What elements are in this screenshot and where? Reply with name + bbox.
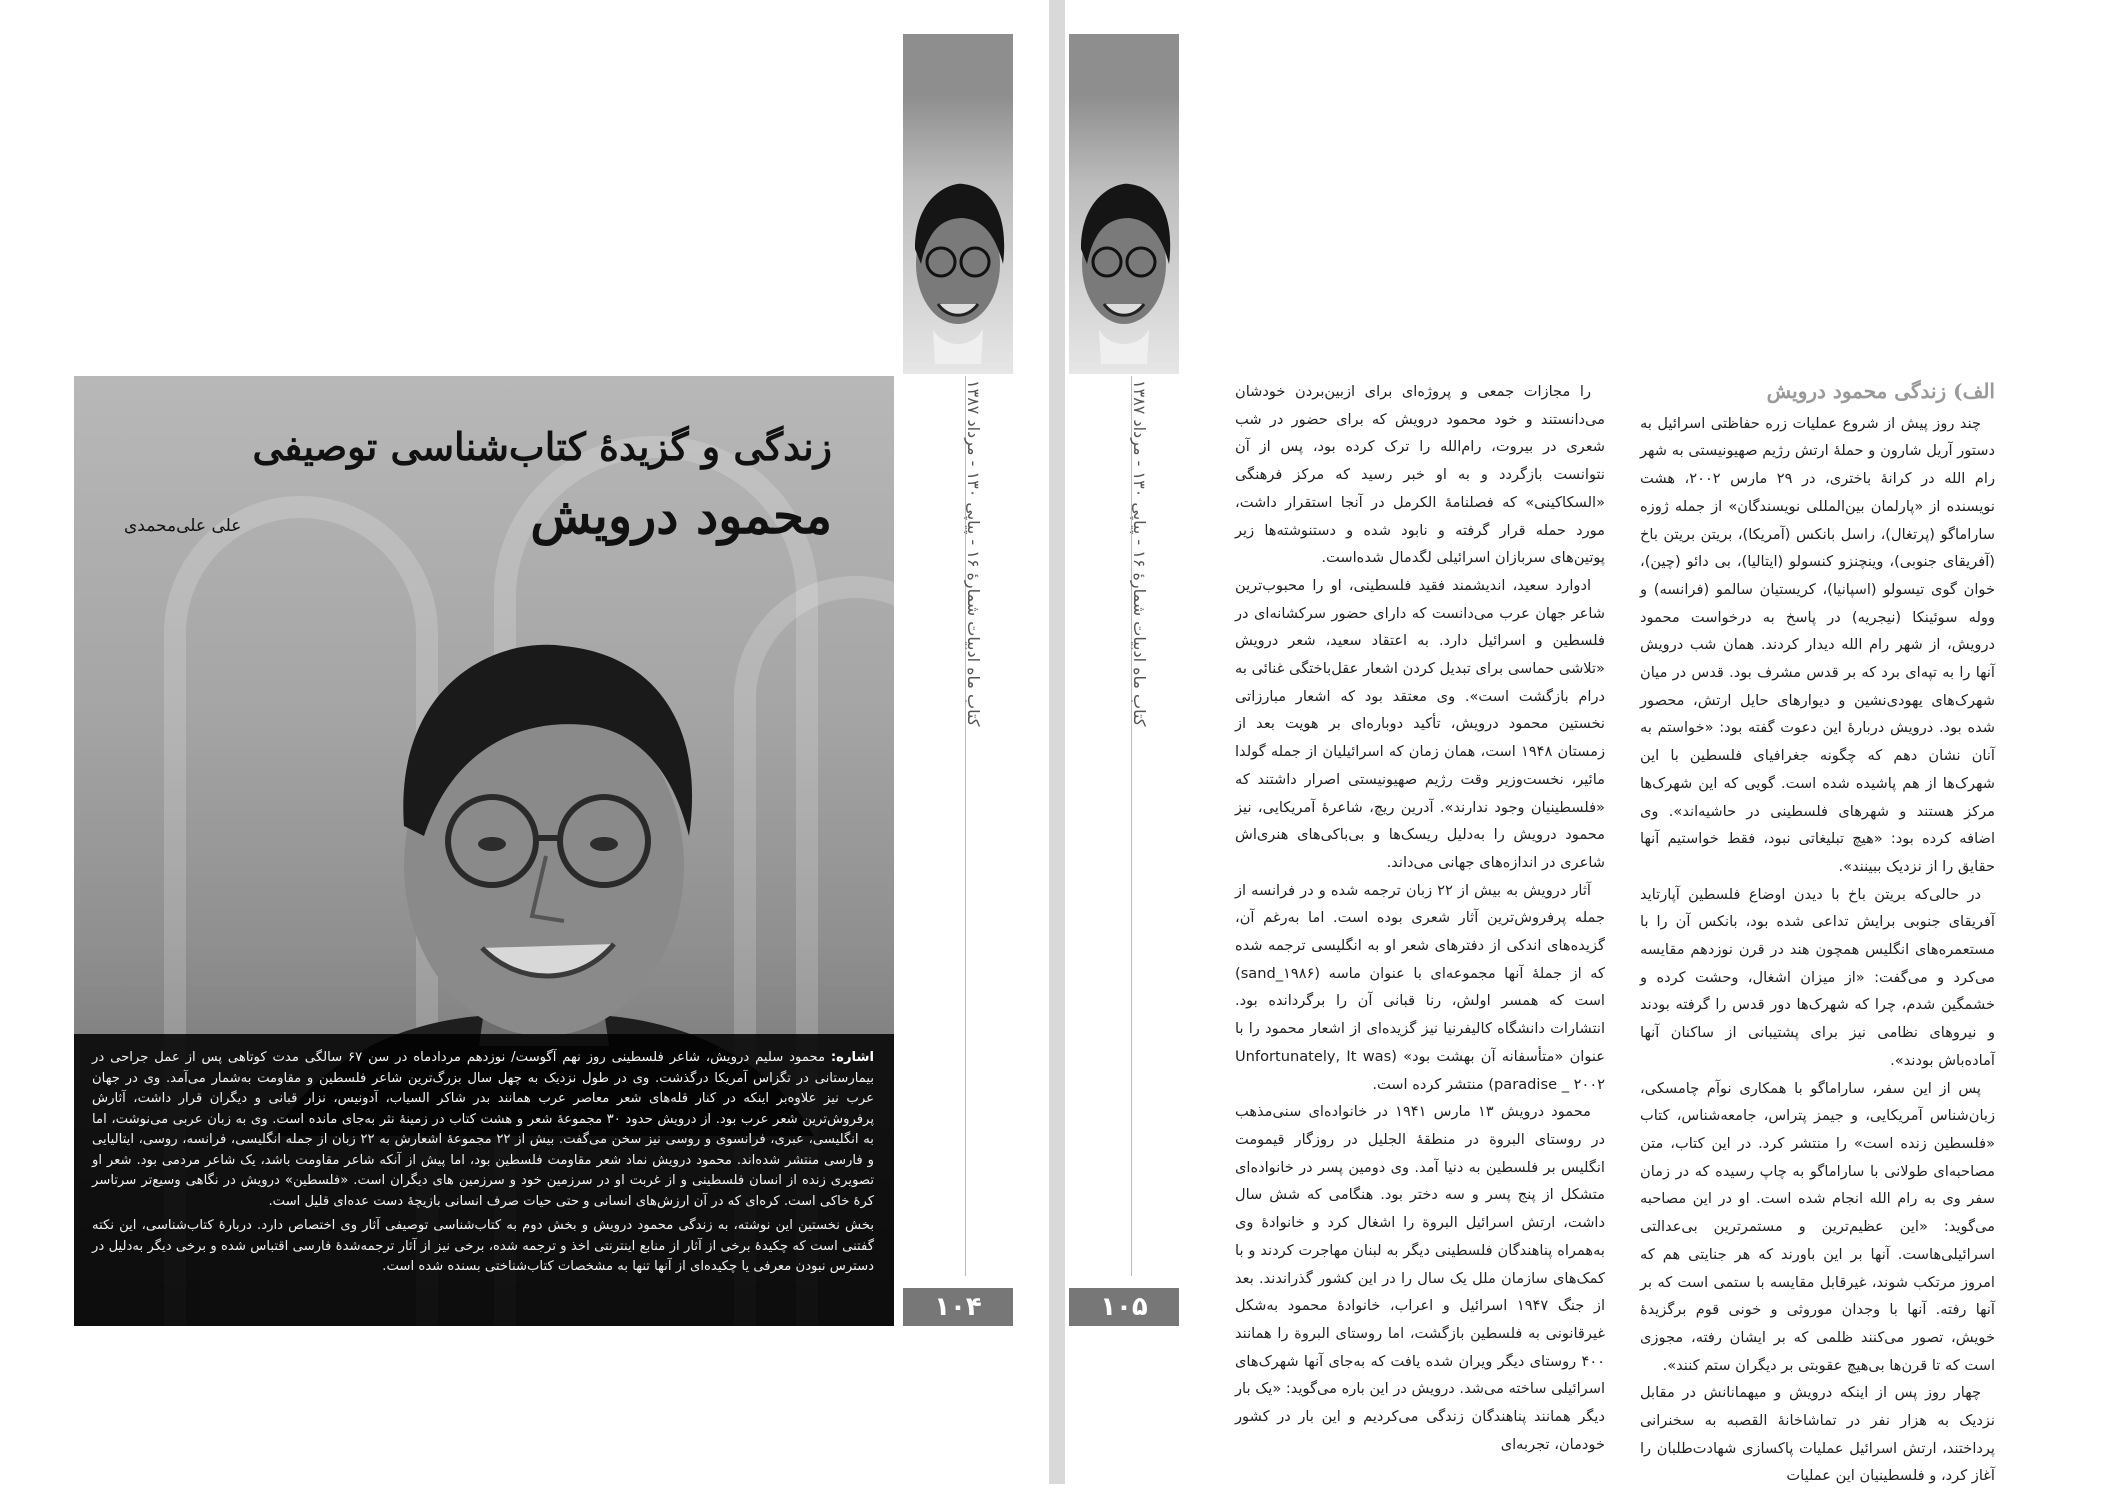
body-paragraph: در حالی‌که بریتن باخ با دیدن اوضاع فلسطین آپارتاید آفریقای جنوبی برایش تداعی شده بود، بانکس آن را با مستعمره‌های انگلیس همچون هند در قرن نوزدهم مقایسه می‌کرد و می‌گفت: «از میزان اشغال، وحشت کرده و خشمگین شدم، چرا که شهرک‌ها دور قدس را گرفته بودند و نیروهای نظامی نیز برای پشتیبانی از ساکنان آنها آماده‌باش بودند». xyxy=(1640,885,1995,1069)
article-hero xyxy=(74,376,894,1326)
article-title: زندگی و گزیدهٔ کتاب‌شناسی توصیفی xyxy=(252,424,832,469)
body-paragraph: ادوارد سعید، اندیشمند فقید فلسطینی، او را محبوب‌ترین شاعر جهان عرب می‌دانست که دارای حضور سرکشانه‌ای در فلسطین و اسرائیل دارد. به اعتقاد سعید، شعر درویش «تلاشی حماسی برای تبدیل کردن اشعار عقل‌باختگی غنائی به درام بازگشت است». وی معتقد بود که اشعار مبارزاتی نخستین محمود درویش، تأکید دوباره‌ای بر هویت بعد از زمستان ۱۹۴۸ است، همان زمان که اسرائیلیان از جمله گولدا مائیر، نخست‌وزیر وقت رژیم صهیونیستی اصرار داشتند که «فلسطینیان وجود ندارند». آدرین ریچ، شاعرهٔ آمریکایی، نیز محمود درویش را به‌دلیل ریسک‌ها و بی‌باکی‌های هنری‌اش شاعری در اندازه‌های جهانی می‌داند. xyxy=(1235,576,1605,871)
running-header-text: کتاب ماه ادبیات شمارهٔ ۱۶ - پیاپی ۱۳۰ - مرداد ۱۳۸۷ xyxy=(964,380,983,727)
body-paragraph: چند روز پیش از شروع عملیات زره حفاظتی اسرائیل به دستور آریل شارون و حملهٔ ارتش رژیم صهیونیستی به شهر رام الله در کرانهٔ باختری، در ۲۹ مارس ۲۰۰۲، هشت نویسنده از «پارلمان بین‌المللی نویسندگان» از جمله ژوزه ساراماگو (پرتغال)، راسل بانکس (آمریکا)، بریتن بریتن باخ (آفریقای جنوبی)، وینچنزو کنسولو (ایتالیا)، بی دائو (چین)، خوان گوی تیسولو (اسپانیا)، کریستیان سالمو (فرانسه) و ووله سوئینکا (نیجریه) در پاسخ به درخواست محمود درویش، از شهر رام الله دیدار کردند. همان شب درویش آنها را به تپه‌ای برد که بر قدس مشرف بود. قدس در میان شهرک‌های یهودی‌نشین و دیوارهای حایل ارتش، محصور شده بود. درویش دربارهٔ این دعوت گفته بود: «خواستم به آنان نشان دهم که چگونه جغرافیای فلسطین با این شهرک‌ها از هم پاشیده شده است. گویی که این شهرک‌ها مرکز هستند و شهرهای فلسطینی در حاشیه‌اند». وی اضافه کرده بود: «هیچ تبلیغاتی نبود، فقط خواستیم آنها حقایق را از نزدیک ببینند». xyxy=(1640,414,1996,875)
abstract-paragraph: بخش نخستین این نوشته، به زندگی محمود درویش و بخش دوم به کتاب‌شناسی توصیفی آثار وی اختصاص دارد. دربارهٔ کتاب‌شناسی، این نکته گفتنی است که چکیدهٔ برخی از آثار از منابع اینترنتی اخذ و ترجمه شده، برخی نیز از آثار ترجمه‌شدهٔ فارسی اقتباس شده و برخی دیگر به‌دلیل در دسترس نبودن معرفی یا چکیده‌ای از آنها تنها به مشخصات کتاب‌شناختی بسنده شده است. xyxy=(92,1218,874,1274)
article-author: علی علی‌محمدی xyxy=(124,516,242,536)
running-header-text: کتاب ماه ادبیات شمارهٔ ۱۶ - پیاپی ۱۳۰ - مرداد ۱۳۸۷ xyxy=(1130,380,1149,727)
header-band xyxy=(903,34,1013,374)
page-number: ۱۰۴ xyxy=(903,1288,1013,1326)
body-paragraph: محمود درویش ۱۳ مارس ۱۹۴۱ در خانواده‌ای سنی‌مذهب در روستای البروة در منطقهٔ الجلیل در روزگار قیمومت انگلیس بر فلسطین به دنیا آمد. وی دومین پسر در خانواده‌ای متشکل از پنج پسر و سه دختر بود. هنگامی که شش سال داشت، ارتش اسرائیل البروة را اشغال کرد و خانوادهٔ وی به‌همراه پناهندگان فلسطینی دیگر به لبنان مهاجرت کردند و با کمک‌های سازمان ملل یک سال را در این کشور گذراندند. بعد از جنگ ۱۹۴۷ اسرائیل و اعراب، خانوادهٔ محمود به‌شکل غیرقانونی به فلسطین بازگشت، اما روستای البروة را همانند ۴۰۰ روستای دیگر ویران شده یافت که به‌جای آنها شهرک‌های اسرائیلی ساخته می‌شد. درویش در این باره می‌گوید: «یک بار دیگر همانند پناهندگان زندگی می‌کردیم و این بار در کشور خودمان، تجربه‌ای xyxy=(1235,1103,1605,1453)
abstract-label: اشاره: xyxy=(830,1050,874,1065)
header-band xyxy=(1069,34,1179,374)
body-paragraph: آثار درویش به بیش از ۲۲ زبان ترجمه شده و در فرانسه از جمله پرفروش‌ترین آثار شعری بوده است. اما به‌رغم آن، گزیده‌های اندکی از دفترهای شعر او به انگلیسی ترجمه شده که از جملهٔ آنها مجموعه‌ای با عنوان ماسه (sand_۱۹۸۶) است که همسر اولش، رنا قبانی آن را برگردانده بود. انتشارات دانشگاه کالیفرنیا نیز گزیده‌ای از اشعار محمود را با عنوان «متأسفانه آن بهشت بود» (Unfortunately, It was paradise _ ۲۰۰۲) منتشر کرده است. xyxy=(1235,881,1605,1093)
article-abstract xyxy=(74,1034,894,1326)
page-number: ۱۰۵ xyxy=(1069,1288,1179,1326)
text-column-left xyxy=(1235,378,1605,1458)
body-paragraph: پس از این سفر، ساراماگو با همکاری نوآم چامسکی، زبان‌شناس آمریکایی، و جیمز پتراس، جامعه‌شناس، کتاب «فلسطین زنده است» را منتشر کرد. در این کتاب، متن مصاحبه‌ای طولانی با ساراماگو به چاپ رسیده که در زمان سفر وی به رام الله انجام شده است. او در این مصاحبه می‌گوید: «این عظیم‌ترین و مستمرترین بی‌عدالتی اسرائیلی‌هاست. آنها بر این باورند که هر جنایتی هم که امروز مرتکب شوند، غیرقابل مقایسه با ستمی است که بر آنها رفته. آنها با وجدان موروثی و خونی قوم برگزیدهٔ خویش، تصور می‌کنند ظلمی که بر ایشان رفته، مجوزی است که تا قرن‌ها بی‌هیچ عقوبتی بر دیگران ستم کنند». xyxy=(1640,1079,1995,1374)
portrait-thumbnail xyxy=(1069,154,1179,374)
article-subject: محمود درویش xyxy=(530,486,832,545)
body-paragraph: چهار روز پس از اینکه درویش و میهمانانش در مقابل نزدیک به هزار نفر در تماشاخانهٔ القصبه به سخنرانی پرداختند، ارتش اسرائیل عملیات پاکسازی شهادت‌طلبان را آغاز کرد، و فلسطینیان این عملیات xyxy=(1640,1384,1995,1485)
text-column-right xyxy=(1640,378,1995,1490)
running-header-strip-right xyxy=(1069,0,1179,1340)
running-header-strip-left xyxy=(903,0,1013,1340)
center-gutter xyxy=(1049,0,1065,1484)
abstract-paragraph: محمود سلیم درویش، شاعر فلسطینی روز نهم آگوست/ نوزدهم مردادماه در سن ۶۷ سالگی مدت کوتاهی پس از عمل جراحی در بیمارستانی در تگزاس آمریکا درگذشت. وی در طول نزدیک به چهل سال بزرگ‌ترین شاعر فلسطین و مقاومت به‌شمار می‌آمد. وی در جهان عرب نیز علاوه‌بر اینکه در کنار قله‌های شعر معاصر عرب همانند بدر شاکر السیاب، آدونیس، نزار قبانی و دیگران قرار داشت، آثارش پرفروش‌ترین شعر عرب بود. از درویش حدود ۳۰ مجموعهٔ شعر و هشت کتاب در زمینهٔ نثر به‌جای مانده است. وی به زبان عربی می‌نوشت، اما به انگلیسی، عبری، فرانسوی و روسی نیز سخن می‌گفت. بیش از ۲۲ مجموعهٔ اشعارش به ۲۲ زبان از جمله انگلیسی، فرانسه، روسی، ایتالیایی و فارسی منتشر شده‌اند. محمود درویش نماد شعر مقاومت فلسطین بود، اما پیش از آنکه شاعر مقاومت باشد، یک شاعر مردمی بود. شعر او تصویری زنده از انسان فلسطینی و از غربت او در سرزمین خود و سرزمین های دیگران است. «فلسطین» درویش در نگاهی وسیع‌تر سرتاسر کرهٔ خاکی است. کره‌ای که در آن ارزش‌های انسانی و حتی حیات صرف انسانی بازیچهٔ دست عده‌ای قلیل است. xyxy=(92,1050,874,1209)
section-heading: الف) زندگی محمود درویش xyxy=(1766,379,1995,403)
body-paragraph: را مجازات جمعی و پروژه‌ای برای ازبین‌بردن خودشان می‌دانستند و خود محمود درویش که برای حضور در شب شعری در بیروت، رام‌الله را ترک کرده بود، پس از آن نتوانست بازگردد و به او خبر رسید که مرکز فرهنگی «السکاکینی» که فصلنامهٔ الکرمل در آنجا استقرار داشت، مورد حمله قرار گرفته و نابود شده و دستنوشته‌ها زیر پوتین‌های سربازان اسرائیلی لگدمال شده‌است. xyxy=(1235,383,1605,567)
portrait-thumbnail xyxy=(903,154,1013,374)
